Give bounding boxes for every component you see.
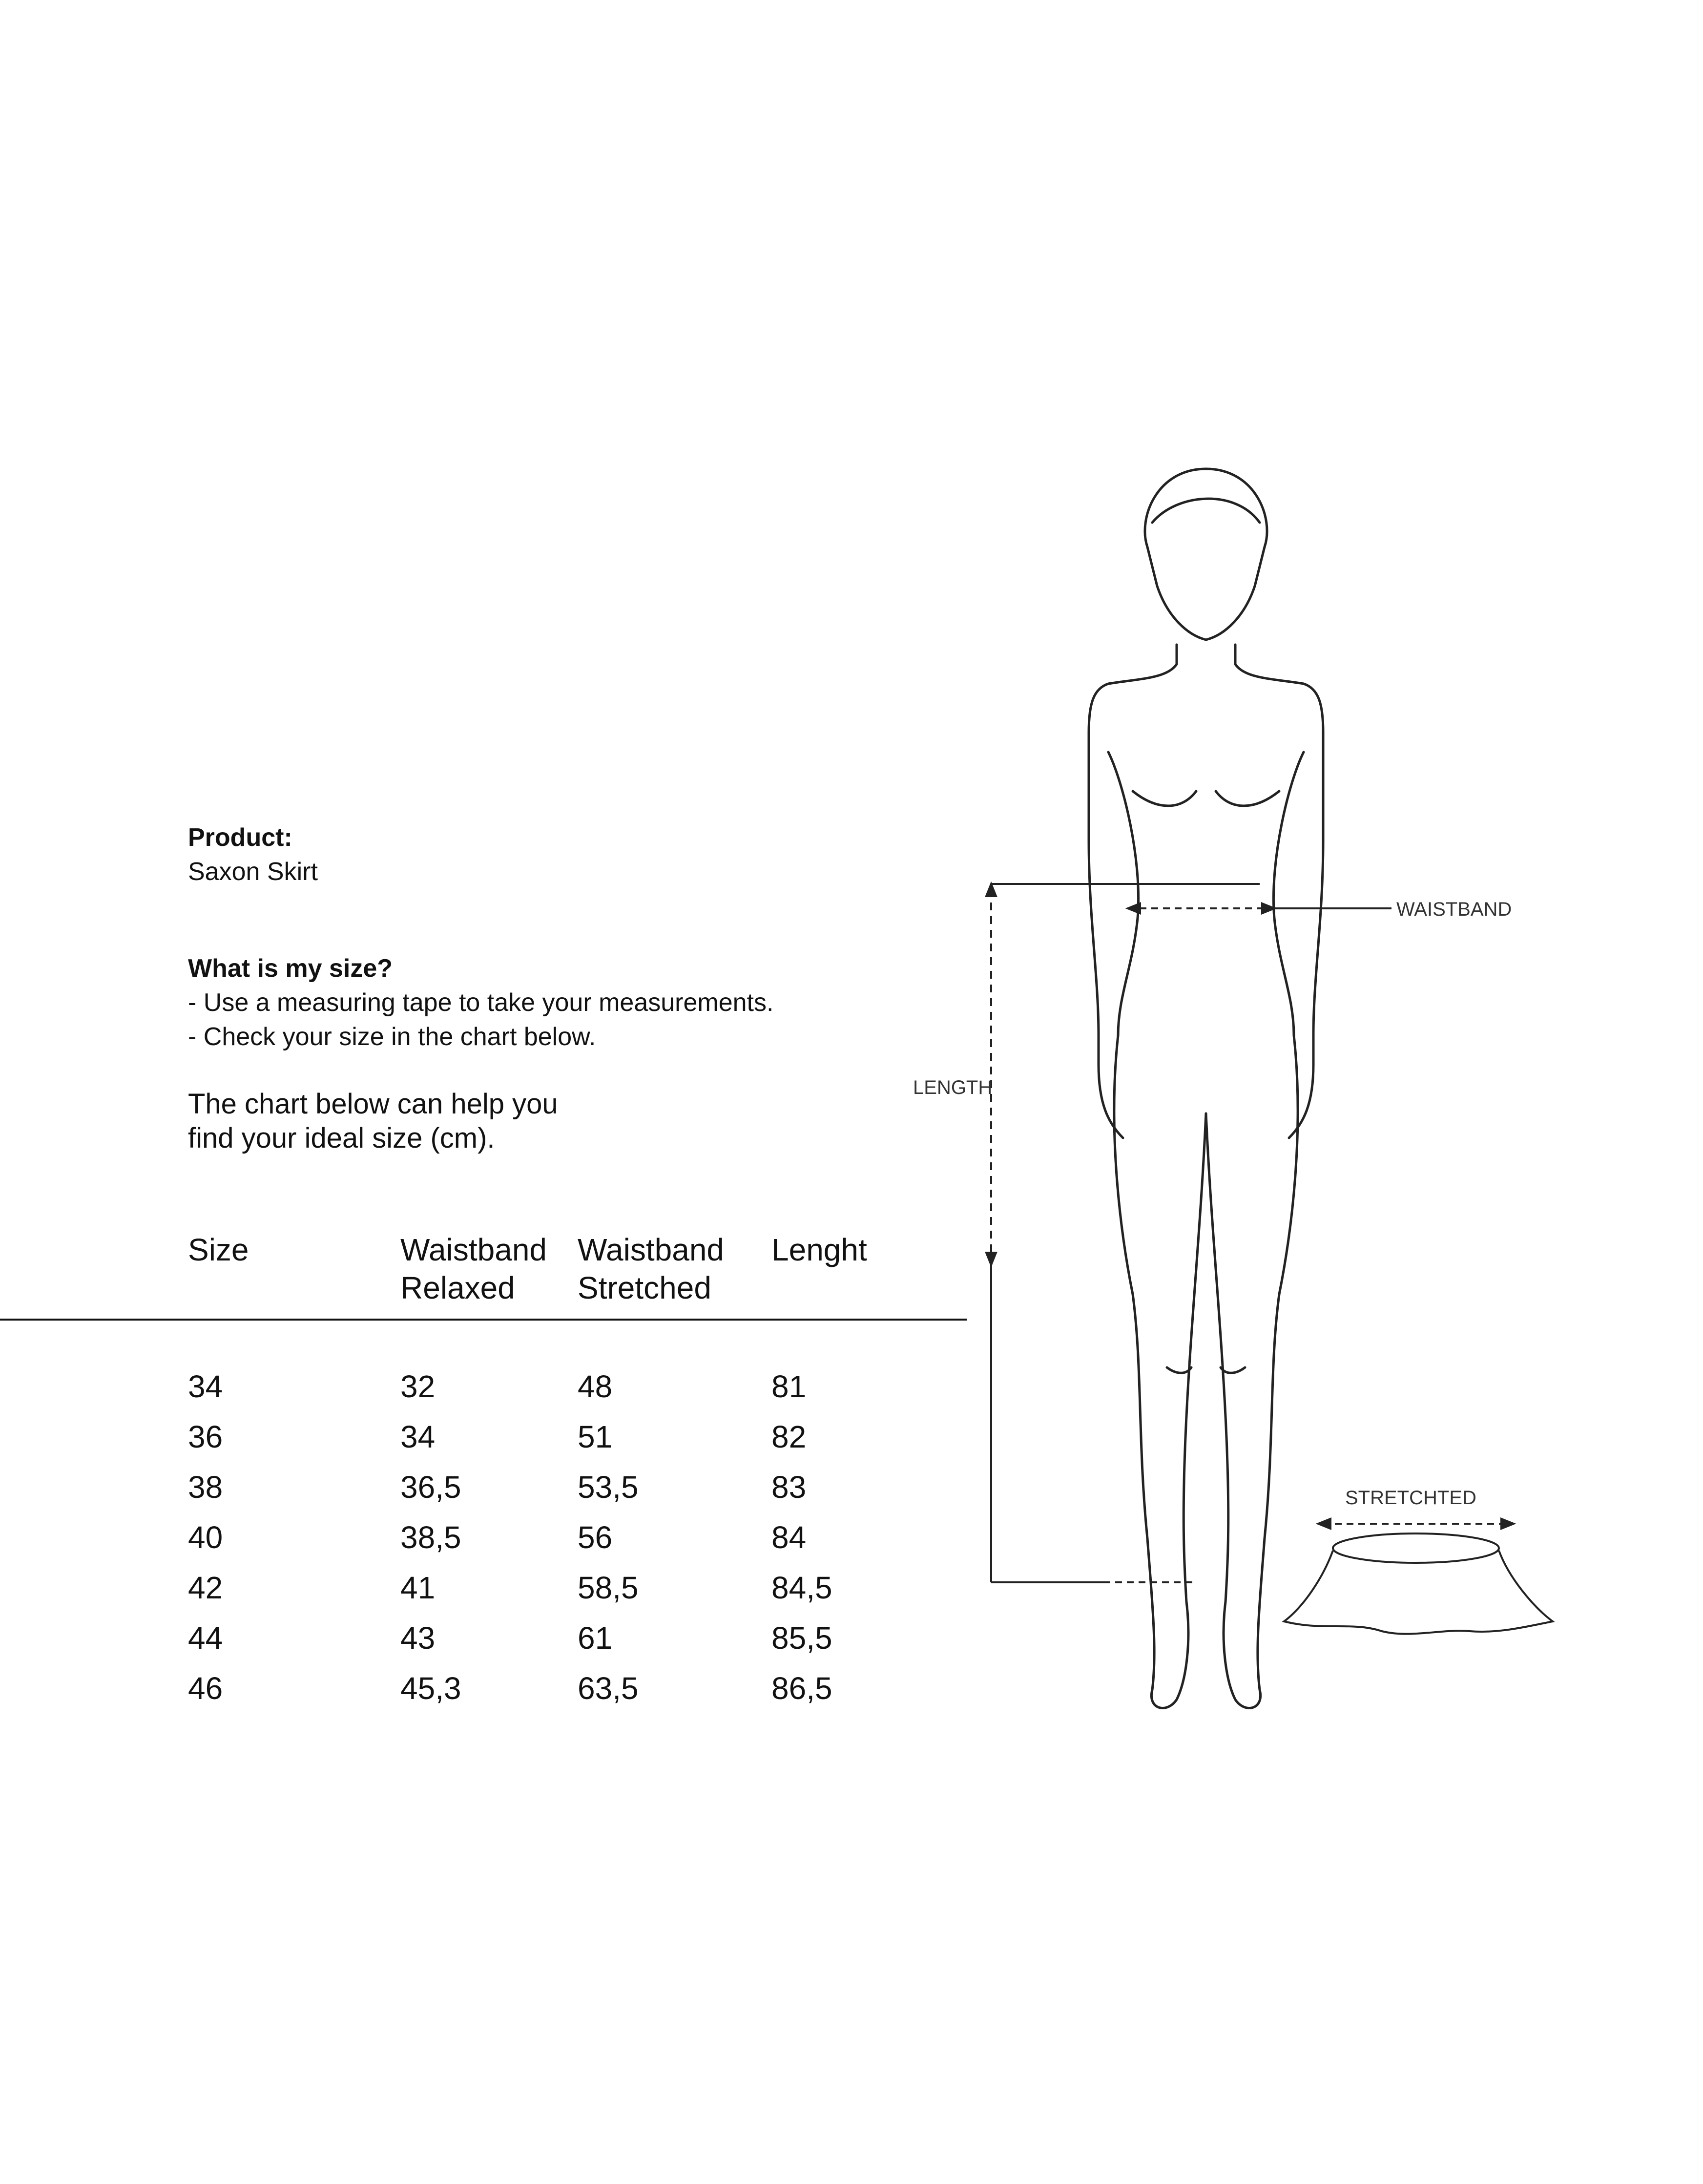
cell-size: 40 xyxy=(188,1520,223,1555)
waistband-measure xyxy=(991,884,1391,913)
stretched-measure xyxy=(1318,1519,1514,1529)
arrow-down-icon xyxy=(986,1253,996,1265)
cell-length: 85,5 xyxy=(771,1620,832,1656)
stretched-label: STRETCHTED xyxy=(1345,1487,1476,1509)
table-row xyxy=(0,1367,967,1418)
column-header-length: Lenght xyxy=(771,1232,867,1267)
arrow-right-icon xyxy=(1501,1519,1514,1529)
cell-waistband-stretched: 61 xyxy=(578,1620,613,1656)
cell-waistband-relaxed: 43 xyxy=(400,1620,436,1656)
cell-length: 83 xyxy=(771,1470,807,1505)
body-measurement-diagram xyxy=(903,440,1597,1729)
table-row xyxy=(0,1418,967,1468)
size-help-step: - Use a measuring tape to take your measurements. xyxy=(188,988,774,1017)
arrow-left-icon xyxy=(1128,903,1140,913)
arrow-left-icon xyxy=(1318,1519,1330,1529)
length-measure xyxy=(986,884,1196,1582)
size-table-body xyxy=(0,1367,967,1720)
cell-length: 84 xyxy=(771,1520,807,1555)
cell-length: 84,5 xyxy=(771,1570,832,1605)
cell-waistband-stretched: 53,5 xyxy=(578,1470,639,1505)
column-header-waistband-stretched: Waistband Stretched xyxy=(578,1232,724,1305)
column-header-waistband-relaxed: Waistband Relaxed xyxy=(400,1232,547,1305)
cell-size: 46 xyxy=(188,1671,223,1706)
column-header-size: Size xyxy=(188,1232,249,1267)
table-header-divider xyxy=(0,1319,967,1321)
cell-size: 44 xyxy=(188,1620,223,1656)
size-table-header xyxy=(0,1231,967,1319)
cell-waistband-relaxed: 45,3 xyxy=(400,1671,461,1706)
size-guide-info xyxy=(188,820,872,1155)
cell-size: 38 xyxy=(188,1470,223,1505)
table-row xyxy=(0,1619,967,1669)
length-label: LENGTH xyxy=(913,1077,993,1098)
product-name: Saxon Skirt xyxy=(188,858,318,886)
cell-waistband-stretched: 58,5 xyxy=(578,1570,639,1605)
size-help-title: What is my size? xyxy=(188,954,393,983)
woman-figure-outline xyxy=(1089,469,1323,1708)
cell-waistband-stretched: 48 xyxy=(578,1369,613,1404)
table-row xyxy=(0,1669,967,1720)
cell-waistband-stretched: 56 xyxy=(578,1520,613,1555)
chart-intro-line: The chart below can help you xyxy=(188,1088,558,1120)
cell-length: 81 xyxy=(771,1369,807,1404)
cell-waistband-relaxed: 34 xyxy=(400,1419,436,1454)
cell-size: 36 xyxy=(188,1419,223,1454)
cell-size: 34 xyxy=(188,1369,223,1404)
cell-waistband-relaxed: 32 xyxy=(400,1369,436,1404)
product-label: Product: xyxy=(188,823,292,852)
skirt-icon xyxy=(1284,1533,1553,1634)
chart-intro-line: find your ideal size (cm). xyxy=(188,1122,495,1154)
cell-waistband-stretched: 63,5 xyxy=(578,1671,639,1706)
size-help-step: - Check your size in the chart below. xyxy=(188,1023,596,1051)
table-row xyxy=(0,1468,967,1518)
table-row xyxy=(0,1518,967,1569)
cell-length: 82 xyxy=(771,1419,807,1454)
cell-length: 86,5 xyxy=(771,1671,832,1706)
waistband-label: WAISTBAND xyxy=(1396,899,1512,920)
arrow-up-icon xyxy=(986,884,996,896)
table-row xyxy=(0,1569,967,1619)
cell-size: 42 xyxy=(188,1570,223,1605)
cell-waistband-relaxed: 41 xyxy=(400,1570,436,1605)
cell-waistband-relaxed: 38,5 xyxy=(400,1520,461,1555)
cell-waistband-relaxed: 36,5 xyxy=(400,1470,461,1505)
cell-waistband-stretched: 51 xyxy=(578,1419,613,1454)
